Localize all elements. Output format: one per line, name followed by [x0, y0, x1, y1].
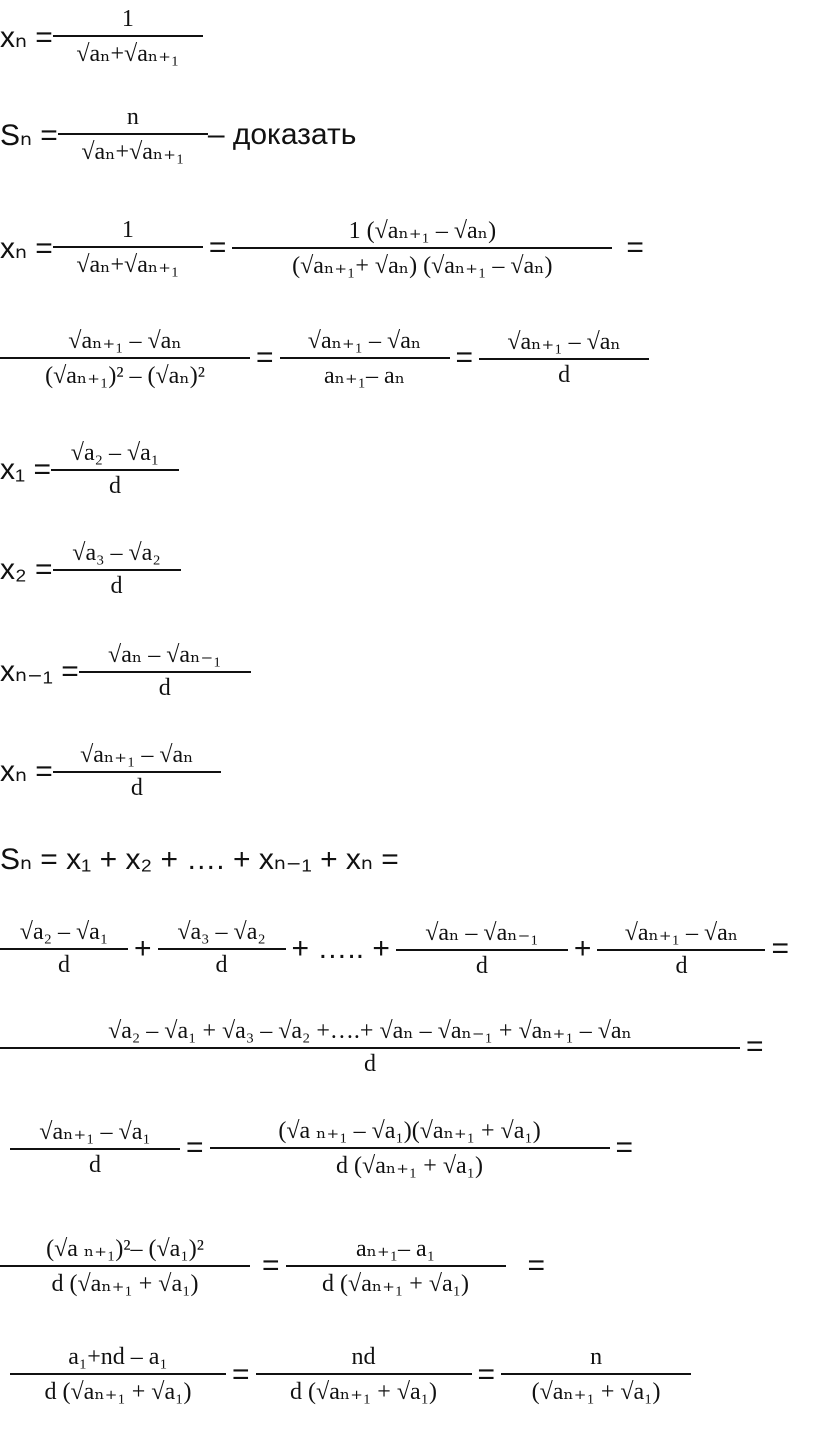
numerator: (√a ₙ₊₁)²– (√a₁)²	[46, 1236, 204, 1262]
denominator: d	[597, 949, 765, 980]
equation-simplify	[0, 326, 649, 390]
equation-multiply-conjugate	[10, 1116, 639, 1180]
fraction	[58, 104, 208, 166]
fraction	[501, 1344, 691, 1406]
denominator: d	[479, 358, 649, 389]
equals-sign: =	[746, 1030, 764, 1063]
fraction	[10, 1117, 180, 1179]
fraction	[286, 1234, 506, 1298]
fraction	[0, 919, 128, 979]
equals-sign: =	[626, 231, 644, 264]
denominator: d	[53, 771, 221, 802]
denominator: (√aₙ₊₁ + √a₁)	[501, 1373, 691, 1406]
numerator: aₙ₊₁– a₁	[355, 1236, 436, 1262]
equation-s-n-to-prove	[0, 104, 356, 166]
fraction	[0, 1016, 740, 1078]
numerator: n	[126, 104, 139, 130]
fraction	[158, 919, 286, 979]
numerator: nd	[351, 1344, 376, 1370]
denominator: d	[396, 949, 568, 980]
equation-sum	[0, 842, 399, 877]
equals-sign: =	[256, 341, 274, 374]
equals-sign: =	[262, 1249, 280, 1282]
denominator: √aₙ+√aₙ₊₁	[58, 133, 208, 166]
fraction	[597, 918, 765, 980]
lhs-label: xₙ₋₁ =	[0, 654, 79, 688]
numerator: √aₙ – √aₙ₋₁	[108, 642, 222, 668]
numerator: (√a ₙ₊₁ – √a₁)(√aₙ₊₁ + √a₁)	[278, 1118, 541, 1144]
equals-sign: =	[615, 1131, 634, 1164]
denominator: d	[10, 1148, 180, 1179]
denominator: d	[158, 948, 286, 979]
equals-sign: =	[527, 1249, 546, 1282]
numerator: √a₂ – √a₁	[19, 919, 109, 945]
equation-final-result	[10, 1344, 691, 1406]
fraction	[0, 326, 250, 390]
equation-x-n-definition	[0, 6, 203, 68]
equation-telescoping	[0, 1016, 770, 1078]
numerator: √aₙ – √aₙ₋₁	[425, 920, 539, 946]
plus-sign: +	[573, 932, 592, 965]
equals-sign: =	[477, 1358, 496, 1391]
equation-sum-expanded	[0, 918, 795, 980]
equation-x-n	[0, 740, 221, 802]
equals-sign: =	[232, 1358, 250, 1391]
denominator: d (√aₙ₊₁ + √a₁)	[10, 1373, 226, 1406]
numerator: 1	[121, 217, 134, 243]
denominator: d	[0, 1047, 740, 1078]
fraction	[396, 918, 568, 980]
denominator: √aₙ+√aₙ₊₁	[53, 35, 203, 68]
fraction	[280, 326, 450, 390]
denominator: √aₙ+√aₙ₊₁	[53, 246, 203, 279]
lhs-label: xₙ =	[0, 231, 53, 265]
lhs-label: xₙ =	[0, 754, 53, 788]
numerator: √a₃ – √a₂	[177, 919, 266, 945]
equation-difference-of-squares	[0, 1234, 551, 1298]
numerator: √aₙ₊₁ – √aₙ	[80, 742, 194, 768]
fraction	[53, 540, 181, 600]
lhs-label: x₁ =	[0, 453, 51, 486]
numerator: √aₙ₊₁ – √aₙ	[507, 329, 621, 355]
equation-x-1	[0, 440, 179, 500]
lhs-label: x₂ =	[0, 553, 53, 586]
fraction	[10, 1344, 226, 1406]
numerator: 1 (√aₙ₊₁ – √aₙ)	[348, 218, 497, 244]
plus-sign: +	[134, 932, 152, 965]
equals-sign: =	[771, 932, 789, 965]
fraction	[51, 440, 179, 500]
numerator: √aₙ₊₁ – √aₙ	[68, 328, 182, 354]
numerator: √aₙ₊₁ – √aₙ	[307, 328, 422, 354]
fraction	[479, 327, 649, 389]
denominator: d (√aₙ₊₁ + √a₁)	[256, 1373, 472, 1406]
equals-sign: =	[186, 1131, 204, 1164]
numerator: n	[590, 1344, 603, 1370]
denominator: d	[0, 948, 128, 979]
denominator: d	[53, 569, 181, 600]
equals-sign: =	[208, 231, 227, 264]
fraction	[79, 640, 251, 702]
equation-rationalize	[0, 216, 650, 280]
denominator: (√aₙ₊₁+ √aₙ) (√aₙ₊₁ – √aₙ)	[232, 247, 612, 280]
lhs-label: xₙ =	[0, 20, 53, 54]
numerator: √aₙ₊₁ – √aₙ	[624, 920, 739, 946]
sum-expression: Sₙ = x₁ + x₂ + …. + xₙ₋₁ + xₙ =	[0, 843, 399, 876]
fraction	[53, 6, 203, 68]
denominator: d	[51, 469, 179, 500]
fraction	[53, 740, 221, 802]
equation-x-2	[0, 540, 181, 600]
denominator: d	[79, 671, 251, 702]
denominator: (√aₙ₊₁)² – (√aₙ)²	[0, 357, 250, 390]
equation-x-n-minus-1	[0, 640, 251, 702]
denominator: d (√aₙ₊₁ + √a₁)	[0, 1265, 250, 1298]
fraction	[256, 1344, 472, 1406]
numerator: √a₂ – √a₁	[70, 440, 160, 466]
fraction	[232, 216, 612, 280]
numerator: √a₂ – √a₁ + √a₃ – √a₂ +….+ √aₙ – √aₙ₋₁ + √aₙ₊₁ – √aₙ	[108, 1018, 632, 1044]
ellipsis-plus: + ….. +	[291, 932, 390, 965]
fraction	[210, 1116, 610, 1180]
numerator: √aₙ₊₁ – √a₁	[39, 1119, 151, 1145]
denominator: d (√aₙ₊₁ + √a₁)	[286, 1265, 506, 1298]
prove-text: – доказать	[207, 118, 357, 151]
lhs-label: Sₙ =	[0, 118, 58, 152]
fraction	[0, 1234, 250, 1298]
fraction	[53, 217, 203, 279]
numerator: a₁+nd – a₁	[68, 1344, 168, 1370]
numerator: √a₃ – √a₂	[72, 540, 161, 566]
denominator: d (√aₙ₊₁ + √a₁)	[210, 1147, 610, 1180]
equals-sign: =	[455, 341, 474, 374]
denominator: aₙ₊₁– aₙ	[280, 357, 450, 390]
numerator: 1	[121, 6, 134, 32]
